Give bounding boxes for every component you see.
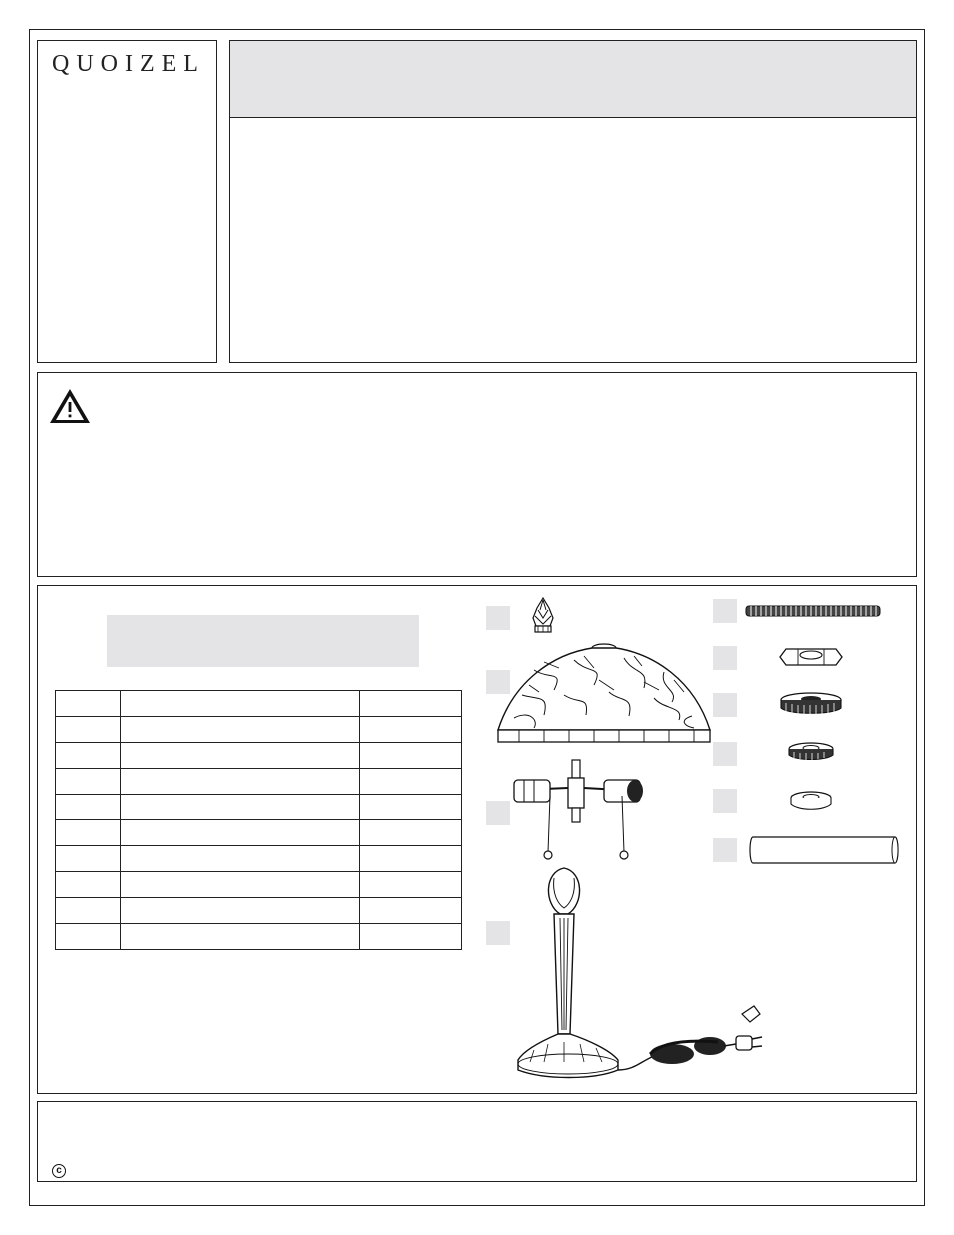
table-cell <box>56 898 121 924</box>
table-cell <box>56 872 121 898</box>
table-cell <box>120 820 360 846</box>
part-key-box <box>713 693 737 717</box>
lamp-base-illustration <box>514 864 774 1086</box>
socket-cluster-illustration <box>510 758 660 864</box>
part-key-box <box>486 921 510 945</box>
table-cell <box>360 846 462 872</box>
table-cell <box>360 768 462 794</box>
table-cell <box>120 924 360 950</box>
table-cell <box>360 691 462 717</box>
part-key-box <box>713 789 737 813</box>
table-cell <box>360 794 462 820</box>
table-cell <box>120 898 360 924</box>
table-cell <box>360 820 462 846</box>
table-cell <box>360 924 462 950</box>
table-cell <box>120 742 360 768</box>
brand-logo: QUOIZEL <box>52 51 205 77</box>
table-cell <box>360 742 462 768</box>
table-cell <box>120 691 360 717</box>
table-row <box>56 716 462 742</box>
part-key-box <box>486 606 510 630</box>
tube-spacer-illustration <box>749 834 899 866</box>
parts-panel <box>37 585 917 1094</box>
glass-shade-illustration <box>494 640 714 746</box>
table-cell <box>56 691 121 717</box>
table-cell <box>56 820 121 846</box>
part-key-box <box>713 838 737 862</box>
warning-triangle-icon <box>49 388 91 424</box>
warning-panel <box>37 372 917 577</box>
parts-list-heading <box>107 615 419 667</box>
title-band <box>230 41 916 118</box>
table-cell <box>56 924 121 950</box>
table-cell <box>360 716 462 742</box>
part-key-box <box>713 742 737 766</box>
knurled-washer-illustration <box>778 691 844 717</box>
hex-nut-illustration <box>778 645 844 669</box>
small-knurled-washer-illustration <box>786 740 836 764</box>
parts-table <box>55 690 462 950</box>
table-cell <box>120 768 360 794</box>
table-row <box>56 742 462 768</box>
table-cell <box>120 794 360 820</box>
table-cell <box>120 716 360 742</box>
table-cell <box>360 898 462 924</box>
table-row <box>56 924 462 950</box>
table-cell <box>120 846 360 872</box>
footer-panel <box>37 1101 917 1182</box>
copyright-icon: c <box>52 1164 66 1178</box>
finial-illustration <box>523 596 563 636</box>
table-cell <box>56 716 121 742</box>
table-row <box>56 846 462 872</box>
table-cell <box>56 846 121 872</box>
rubber-washer-illustration <box>788 789 834 813</box>
part-key-box <box>713 599 737 623</box>
table-cell <box>360 872 462 898</box>
table-cell <box>120 872 360 898</box>
logo-panel <box>37 40 217 363</box>
table-row <box>56 794 462 820</box>
table-cell <box>56 742 121 768</box>
part-key-box <box>713 646 737 670</box>
title-panel <box>229 40 917 363</box>
table-row <box>56 872 462 898</box>
table-row <box>56 820 462 846</box>
threaded-pipe-illustration <box>745 603 881 619</box>
table-header-row <box>56 691 462 717</box>
table-row <box>56 898 462 924</box>
table-cell <box>56 794 121 820</box>
part-key-box <box>486 801 510 825</box>
table-cell <box>56 768 121 794</box>
table-row <box>56 768 462 794</box>
